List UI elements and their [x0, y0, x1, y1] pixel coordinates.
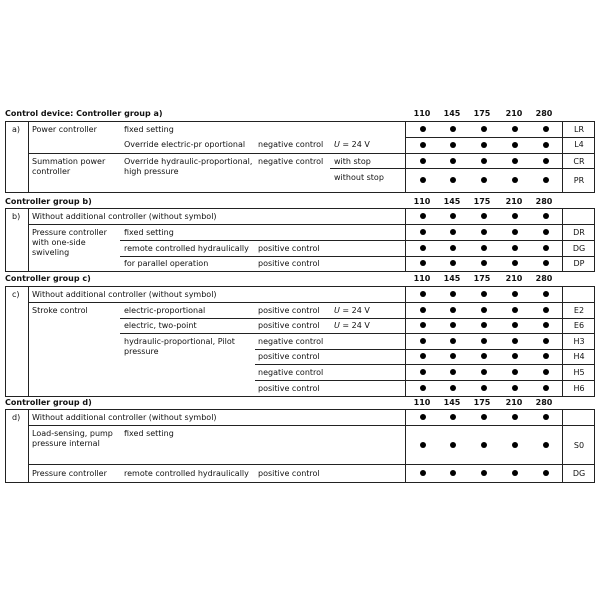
availability-dot: [450, 142, 456, 148]
order-code: DR: [573, 228, 585, 237]
availability-dot: [450, 245, 456, 251]
availability-dot: [420, 470, 426, 476]
availability-dot: [481, 213, 487, 219]
order-code: E6: [573, 321, 585, 330]
group-d-title: Controller group d): [5, 398, 92, 407]
availability-dot: [543, 291, 549, 297]
cell: negative control: [258, 368, 324, 377]
availability-dot: [512, 291, 518, 297]
order-code: CR: [573, 157, 585, 166]
border: [5, 208, 6, 271]
availability-dot: [450, 177, 456, 183]
availability-dot: [450, 158, 456, 164]
cell: Without additional controller (without symbol): [32, 413, 217, 422]
cell: Stroke control: [32, 306, 88, 315]
availability-dot: [512, 142, 518, 148]
order-code: DG: [572, 244, 586, 253]
order-code: PR: [573, 176, 585, 185]
group-b-label: b): [12, 212, 21, 221]
divider: [255, 349, 595, 350]
divider: [5, 286, 595, 287]
availability-dot: [512, 442, 518, 448]
group-b-title: Controller group b): [5, 197, 92, 206]
border: [594, 208, 595, 271]
availability-dot: [543, 213, 549, 219]
size-header: 110: [413, 197, 431, 206]
availability-dot: [543, 353, 549, 359]
border: [562, 121, 563, 192]
divider: [5, 121, 595, 122]
availability-dot: [420, 414, 426, 420]
availability-dot: [481, 369, 487, 375]
cell: with stop: [334, 157, 371, 166]
availability-dot: [450, 126, 456, 132]
border: [405, 286, 406, 396]
size-header: 175: [473, 197, 491, 206]
availability-dot: [543, 142, 549, 148]
availability-dot: [543, 414, 549, 420]
cell: positive control: [258, 259, 320, 268]
availability-dot: [420, 229, 426, 235]
availability-dot: [481, 260, 487, 266]
cell: negative control: [258, 140, 324, 149]
availability-dot: [481, 385, 487, 391]
size-header: 210: [505, 197, 523, 206]
availability-dot: [512, 213, 518, 219]
size-header: 175: [473, 109, 491, 118]
cell: for parallel operation: [124, 259, 209, 268]
availability-dot: [450, 470, 456, 476]
availability-dot: [450, 213, 456, 219]
order-code: H3: [573, 337, 585, 346]
cell: Without additional controller (without symbol): [32, 290, 217, 299]
cell: Load-sensing, pump pressure internal: [32, 429, 113, 448]
group-a-title: Control device: Controller group a): [5, 109, 163, 118]
availability-dot: [420, 385, 426, 391]
availability-dot: [481, 353, 487, 359]
cell: fixed setting: [124, 429, 174, 438]
cell: positive control: [258, 244, 320, 253]
availability-dot: [512, 229, 518, 235]
divider: [28, 224, 595, 225]
border: [562, 286, 563, 396]
border: [28, 208, 29, 271]
divider: [28, 153, 595, 154]
cell: Override hydraulic-proportional, high pressure: [124, 157, 253, 176]
border: [28, 121, 29, 192]
divider: [5, 208, 595, 209]
availability-dot: [512, 470, 518, 476]
cell: without stop: [334, 173, 384, 182]
availability-dot: [481, 322, 487, 328]
cell: negative control: [258, 337, 324, 346]
border: [405, 208, 406, 271]
availability-dot: [512, 260, 518, 266]
cell: negative control: [258, 157, 324, 166]
divider: [330, 168, 595, 169]
divider: [255, 380, 595, 381]
availability-dot: [481, 291, 487, 297]
size-header: 280: [535, 109, 553, 118]
border: [594, 121, 595, 192]
size-header: 110: [413, 109, 431, 118]
availability-dot: [481, 229, 487, 235]
availability-dot: [450, 229, 456, 235]
availability-dot: [543, 229, 549, 235]
cell: Summation power controller: [32, 157, 106, 176]
availability-dot: [481, 142, 487, 148]
availability-dot: [512, 126, 518, 132]
divider: [405, 137, 595, 138]
availability-dot: [512, 369, 518, 375]
size-header: 210: [505, 274, 523, 283]
availability-dot: [481, 442, 487, 448]
divider: [5, 396, 595, 397]
availability-dot: [420, 338, 426, 344]
divider: [5, 482, 595, 483]
availability-dot: [481, 245, 487, 251]
cell: fixed setting: [124, 125, 174, 134]
availability-dot: [420, 126, 426, 132]
availability-dot: [543, 245, 549, 251]
availability-dot: [543, 260, 549, 266]
divider: [5, 271, 595, 272]
group-d-label: d): [12, 413, 21, 422]
availability-dot: [450, 338, 456, 344]
availability-dot: [543, 385, 549, 391]
availability-dot: [450, 322, 456, 328]
cell: positive control: [258, 321, 320, 330]
availability-dot: [543, 338, 549, 344]
cell: positive control: [258, 306, 320, 315]
border: [28, 409, 29, 482]
voltage: U = 24 V: [334, 140, 370, 149]
availability-dot: [543, 369, 549, 375]
divider: [255, 364, 595, 365]
group-a-label: a): [12, 125, 21, 134]
availability-dot: [420, 245, 426, 251]
order-code: LR: [573, 125, 584, 134]
availability-dot: [481, 177, 487, 183]
availability-dot: [420, 442, 426, 448]
availability-dot: [543, 307, 549, 313]
border: [594, 409, 595, 482]
border: [405, 121, 406, 192]
divider: [120, 318, 595, 319]
order-code: H6: [573, 384, 585, 393]
size-header: 175: [473, 274, 491, 283]
availability-dot: [450, 260, 456, 266]
availability-dot: [512, 338, 518, 344]
availability-dot: [450, 414, 456, 420]
order-code: L4: [574, 140, 584, 149]
group-c-label: c): [12, 290, 20, 299]
availability-dot: [543, 470, 549, 476]
availability-dot: [420, 260, 426, 266]
cell: hydraulic-proportional, Pilot pressure: [124, 337, 235, 356]
availability-dot: [420, 369, 426, 375]
availability-dot: [512, 245, 518, 251]
availability-dot: [512, 322, 518, 328]
border: [28, 286, 29, 396]
availability-dot: [481, 414, 487, 420]
size-header: 280: [535, 197, 553, 206]
cell: Pressure controller with one-side swiveling: [32, 228, 107, 257]
availability-dot: [512, 385, 518, 391]
cell: positive control: [258, 352, 320, 361]
availability-dot: [543, 177, 549, 183]
size-header: 110: [413, 398, 431, 407]
cell: electric, two-point: [124, 321, 197, 330]
availability-dot: [450, 353, 456, 359]
border: [562, 208, 563, 271]
cell: positive control: [258, 384, 320, 393]
divider: [120, 256, 595, 257]
order-code: E2: [573, 306, 585, 315]
order-code: H5: [573, 368, 585, 377]
order-code: H4: [573, 352, 585, 361]
cell: remote controlled hydraulically: [124, 469, 249, 478]
divider: [28, 302, 595, 303]
cell: Power controller: [32, 125, 97, 134]
cell: remote controlled hydraulically: [124, 244, 249, 253]
availability-dot: [420, 158, 426, 164]
cell: Without additional controller (without symbol): [32, 212, 217, 221]
border: [562, 409, 563, 482]
availability-dot: [420, 322, 426, 328]
availability-dot: [420, 307, 426, 313]
availability-dot: [543, 322, 549, 328]
border: [5, 121, 6, 192]
availability-dot: [512, 307, 518, 313]
divider: [120, 333, 595, 334]
size-header: 110: [413, 274, 431, 283]
availability-dot: [481, 338, 487, 344]
size-header: 280: [535, 398, 553, 407]
border: [594, 286, 595, 396]
availability-dot: [450, 442, 456, 448]
availability-dot: [450, 307, 456, 313]
availability-dot: [481, 470, 487, 476]
cell: electric-proportional: [124, 306, 206, 315]
size-header: 175: [473, 398, 491, 407]
size-header: 145: [443, 109, 461, 118]
availability-dot: [420, 291, 426, 297]
size-header: 210: [505, 398, 523, 407]
size-header: 145: [443, 398, 461, 407]
availability-dot: [481, 307, 487, 313]
divider: [5, 409, 595, 410]
order-code: S0: [573, 441, 585, 450]
availability-dot: [450, 291, 456, 297]
availability-dot: [450, 385, 456, 391]
cell: fixed setting: [124, 228, 174, 237]
availability-dot: [512, 353, 518, 359]
divider: [28, 464, 595, 465]
availability-dot: [420, 177, 426, 183]
size-header: 145: [443, 274, 461, 283]
divider: [28, 425, 595, 426]
availability-dot: [543, 442, 549, 448]
border: [405, 409, 406, 482]
availability-dot: [450, 369, 456, 375]
availability-dot: [543, 126, 549, 132]
group-c-title: Controller group c): [5, 274, 91, 283]
availability-dot: [543, 158, 549, 164]
divider: [5, 192, 595, 193]
size-header: 280: [535, 274, 553, 283]
border: [5, 409, 6, 482]
availability-dot: [512, 158, 518, 164]
availability-dot: [481, 158, 487, 164]
size-header: 210: [505, 109, 523, 118]
availability-dot: [512, 414, 518, 420]
divider: [120, 240, 595, 241]
cell: Pressure controller: [32, 469, 107, 478]
order-code: DG: [572, 469, 586, 478]
cell: Override electric-pr oportional: [124, 140, 246, 149]
border: [5, 286, 6, 396]
size-header: 145: [443, 197, 461, 206]
cell: positive control: [258, 469, 320, 478]
order-code: DP: [573, 259, 585, 268]
availability-dot: [512, 177, 518, 183]
availability-dot: [420, 142, 426, 148]
voltage: U = 24 V: [334, 321, 370, 330]
availability-dot: [420, 353, 426, 359]
voltage: U = 24 V: [334, 306, 370, 315]
availability-dot: [481, 126, 487, 132]
availability-dot: [420, 213, 426, 219]
